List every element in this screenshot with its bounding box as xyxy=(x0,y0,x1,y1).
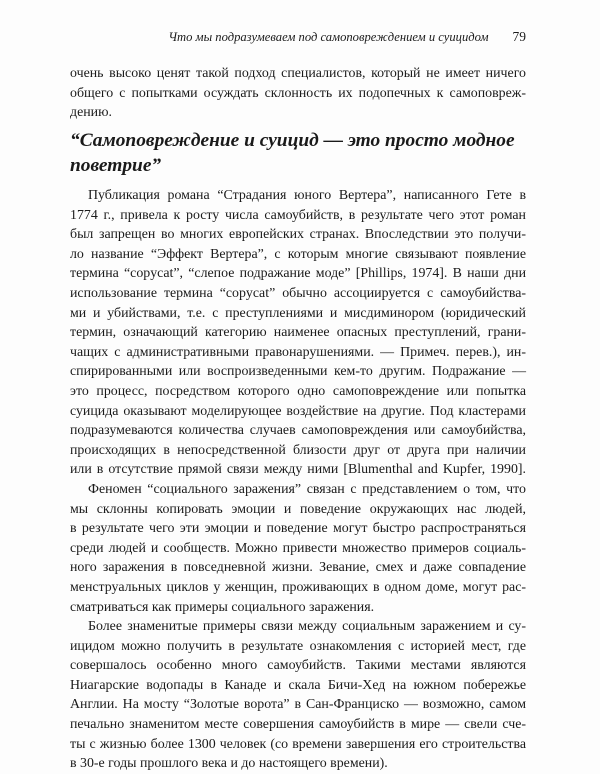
text-line: менструальных циклов у женщин, проживающих в одном доме, могут рас- xyxy=(70,579,526,595)
text-line: или в отсутствие прямой связи между ними [Blumenthal and Kupfer, 1990]. xyxy=(70,462,526,478)
text-line: Более знаменитые примеры связи между социальным заражением и су- xyxy=(88,619,526,634)
heading-line: “Самоповреждение и суицид — это просто модное xyxy=(70,130,515,151)
text-line: Публикация романа “Страдания юного Вертера”, написанного Гете в xyxy=(88,188,526,203)
text-line: общего с попытками осуждать склонность их подопечных к самоповреж- xyxy=(70,85,526,101)
text-line: совершалось особенно много самоубийств. Такими местами являются xyxy=(70,658,526,674)
text-line: ми и убийствами, т.е. с преступлениями и мисдиминором (юридический xyxy=(70,305,526,321)
text-line: Феномен “социального заражения” связан с представлением о том, что xyxy=(88,482,526,497)
paragraph-suicide-places xyxy=(70,617,526,774)
text-line: спирированными или воспроизведенными кем-то другим. Подражание — xyxy=(70,364,526,380)
text-line: дению. xyxy=(70,105,112,121)
text-line: ицидом можно получить в результате ознакомления с историей мест, где xyxy=(70,638,526,654)
text-line: чащих с административными правонарушениями. — Примеч. перев.), ин- xyxy=(70,344,526,360)
text-line: это процесс, посредством которого одно самоповреждение или попытка xyxy=(70,383,526,399)
text-line: мы склонны копировать эмоции и поведение окружающих нас людей, xyxy=(70,501,526,517)
text-line: ного заражения в повседневной жизни. Зевание, смех и даже совпадение xyxy=(70,560,526,576)
text-line: подразумеваются количества случаев самоповреждения или самоубийства, xyxy=(70,423,526,439)
text-line: печально знаменитом месте совершения самоубийств в мире — свели сче- xyxy=(70,716,526,732)
running-title: Что мы подразумеваем под самоповреждением и суицидом xyxy=(168,30,489,44)
paragraph-social-contagion xyxy=(70,480,526,617)
text-line: использование термина “copycat” обычно ассоциируется с самоубийства- xyxy=(70,285,526,301)
section-heading xyxy=(70,128,526,178)
text-line: ло название “Эффект Вертера”, с которым многие связывают появление xyxy=(70,246,526,262)
intro-paragraph xyxy=(70,64,526,123)
text-line: в результате чего эти эмоции и поведение могут быстро распространяться xyxy=(70,521,526,537)
text-line: очень высоко ценят такой подход специалистов, который не имеет ничего xyxy=(70,66,526,81)
text-line: был запрещен во многих европейских странах. Впоследствии это получи- xyxy=(70,227,526,243)
paragraph-werther-effect xyxy=(70,186,526,480)
text-line: 1774 г., привела к росту числа самоубийств, в результате чего этот роман xyxy=(70,207,526,223)
text-line: Ниагарские водопады в Канаде и скала Бичи-Хед на южном побережье xyxy=(70,677,526,693)
text-line: суицида оказывают моделирующее воздействие на другие. Под кластерами xyxy=(70,403,526,419)
text-line: Англии. На мосту “Золотые ворота” в Сан-Франциско — возможно, самом xyxy=(70,697,526,713)
heading-line: поветрие” xyxy=(70,155,162,176)
text-line: ты с жизнью более 1300 человек (со времени завершения его строительства xyxy=(70,736,526,752)
page-number: 79 xyxy=(512,29,526,44)
text-line: термина “copycat”, “слепое подражание моде” [Phillips, 1974]. В наши дни xyxy=(70,266,526,282)
text-line: происходящих в непосредственной близости друг от друга при наличии xyxy=(70,442,526,458)
text-line: среди людей и сообществ. Можно привести множество примеров социаль- xyxy=(70,540,526,556)
text-line: в 30-е годы прошлого века и до настоящего времени). xyxy=(70,756,388,772)
text-line: сматриваться как примеры социального заражения. xyxy=(70,599,375,615)
running-header xyxy=(70,29,526,45)
text-line: термин, означающий категорию наименее опасных преступлений, грани- xyxy=(70,325,526,341)
